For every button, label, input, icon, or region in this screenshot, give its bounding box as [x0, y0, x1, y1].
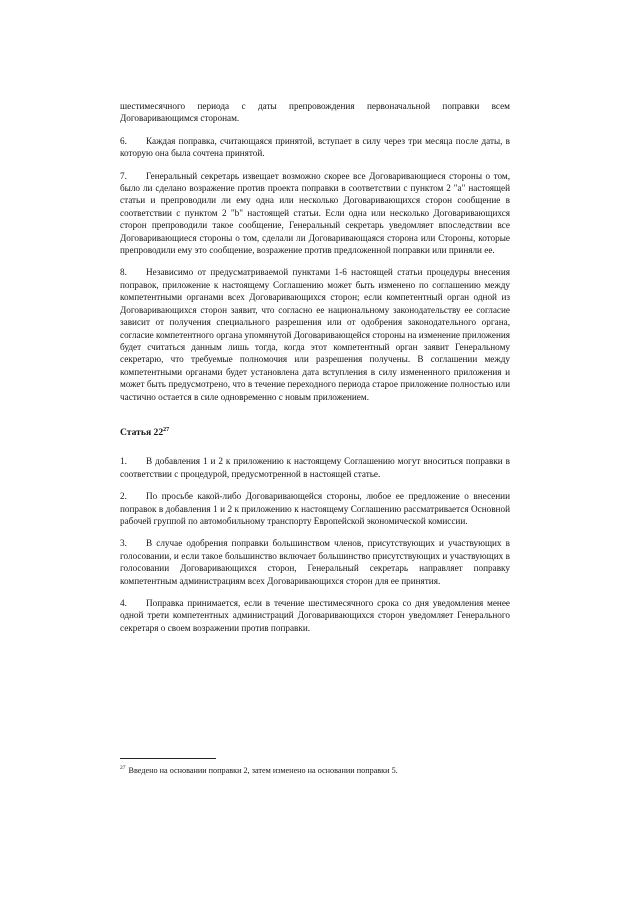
- numbered-paragraph: [120, 490, 510, 527]
- paragraph-number: 8.: [120, 267, 127, 278]
- paragraph-number: 6.: [120, 135, 127, 146]
- paragraph-text: По просьбе какой-либо Договаривающейся стороны, любое ее предложение о внесении поправок в добавления 1 и 2 к приложению к настоящему Соглашению рассматривается Основной рабочей группой по автомобильному транспорту Европейской экономической комиссии.: [120, 491, 510, 526]
- paragraph-number: 1.: [120, 456, 127, 467]
- paragraph-text: В добавления 1 и 2 к приложению к настоящему Соглашению могут вноситься поправки в соответствии с процедурой, предусмотренной в настоящей статье.: [120, 456, 510, 479]
- paragraph-text: В случае одобрения поправки большинством членов, присутствующих и участвующих в голосовании, и если такое большинство включает большинство присутствующих и участвующих в голосовании Договаривающихся сторон, Генеральный секретарь направляет поправку компетентным администрациям всех Договаривающихся сторон для ее принятия.: [120, 538, 510, 586]
- footnote-reference: 27: [163, 426, 170, 433]
- paragraph-number: 7.: [120, 170, 127, 181]
- footnote: [120, 765, 520, 776]
- paragraph-number: 2.: [120, 491, 127, 502]
- article-title: Статья 22: [120, 426, 164, 438]
- numbered-paragraph: [120, 266, 510, 402]
- numbered-paragraph: [120, 135, 510, 160]
- paragraph-number: 4.: [120, 598, 127, 608]
- numbered-paragraph: [120, 455, 510, 480]
- paragraph-text: Независимо от предусматриваемой пунктами 1-6 настоящей статьи процедуры внесения поправок, приложение к настоящему Соглашению может быть изменено по соглашению между компетентными органами всех Договаривающихся сторон; если компетентный орган одной из Договаривающихся сторон заявит, что согласно ее национальному законодательству ее согласие зависит от получения специального разрешения или от одобрения законодательного органа, согласие компетентного органа упомянутой Договаривающейся стороны на изменение приложения будет считаться данным лишь тогда, когда этот компетентный орган заявит Генеральному секретарю, что требуемые полномочия или разрешения получены. В соглашении между компетентными органами будет установлена дата вступления в силу измененного приложения и может быть предусмотрено, что в течение переходного периода старое приложение полностью или частично остается в силе одновременно с новым приложением.: [120, 267, 511, 402]
- numbered-paragraph: [120, 597, 510, 634]
- paragraph-list-top: [120, 135, 510, 403]
- paragraph-text: Генеральный секретарь извещает возможно скорее все Договаривающиеся стороны о том, было ли сделано возражение против проекта поправки в соответствии с пунктом 2 "а" настоящей статьи и препроводили ли ему одна или несколько Договаривающихся сторон сообщение в соответствии с пунктом 2 "b" настоящей статьи. Если одна или несколько Договаривающихся сторон препроводили такое сообщение, Генеральный секретарь уведомляет впоследствии все Договаривающиеся стороны о том, сделали ли Договаривающаяся сторона или Стороны, которые препроводили ему это сообщение, возражение против предложенной поправки или приняли ее.: [120, 170, 510, 256]
- paragraph-text: Поправка принимается, если в течение шестимесячного срока со дня уведомления менее одной трети компетентных администраций Договаривающихся сторон уведомляет Генерального секретаря о своем возражении против поправки.: [120, 598, 510, 633]
- continuation-text: шестимесячного периода с даты препровождения первоначальной поправки всем Договаривающимся сторонам.: [120, 101, 510, 124]
- footnote-text: Введено на основании поправки 2, затем изменено на основании поправки 5.: [128, 766, 398, 775]
- document-body: [120, 100, 510, 644]
- numbered-paragraph: [120, 170, 510, 257]
- article-heading: [120, 427, 510, 439]
- footnote-marker: 27: [120, 765, 126, 772]
- paragraph-text: Каждая поправка, считающаяся принятой, вступает в силу через три месяца после даты, в которую она была сочтена принятой.: [120, 135, 510, 159]
- paragraph-number: 3.: [120, 538, 127, 549]
- numbered-paragraph: [120, 537, 510, 587]
- paragraph-list-article: [120, 455, 510, 634]
- footnote-divider: [120, 758, 216, 759]
